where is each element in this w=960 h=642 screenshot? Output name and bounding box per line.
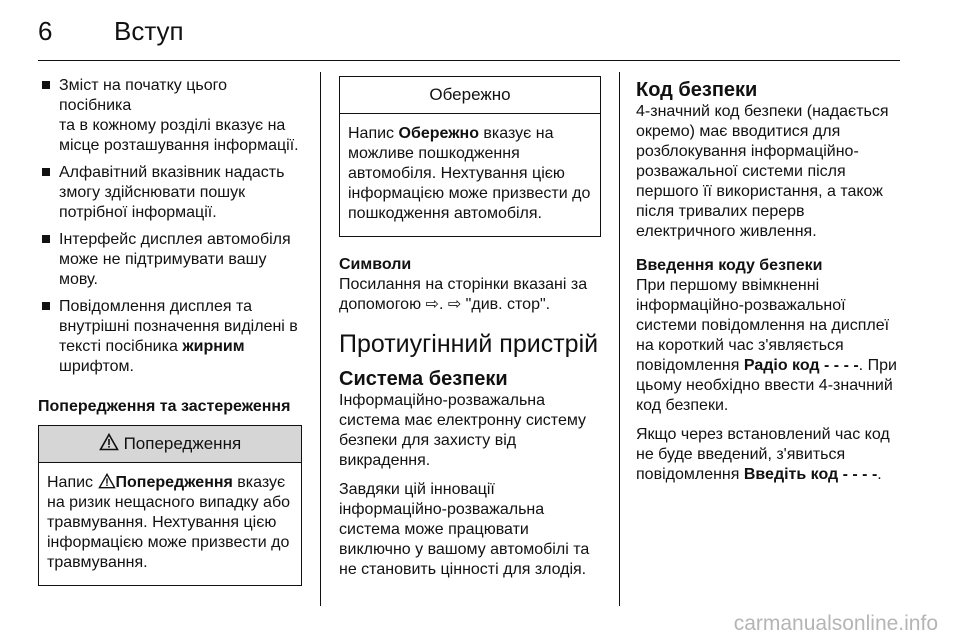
bullet-square-icon [42,81,50,89]
page-title: Вступ [114,16,184,46]
warning-box [38,425,302,586]
right-column: Код безпеки 4-значний код безпеки (надається окремо) має вводитися для розблокування інформаційно- розважальної системи після першого її використання, а також після тривалих перерв електричного живлення. Введення коду безпеки При першому ввімкненні інформаційно-розважальної системи повідомлення на дисплеї на короткий час з'являється повідомлення Радіо код - - - -. При цьому необхідно ввести 4-значний код безпеки. Якщо через встановлений час код не буде введений, з'явиться повідомлення Введіть код - - - -. [636,78,916,485]
column-divider-2 [619,72,620,606]
list-item: Зміст на початку цього посібника та в кожному розділі вказує на місце розташування інформації. [38,76,302,156]
bullet-square-icon [42,235,50,243]
warning-box-title: Попередження [39,426,301,463]
left-column [38,76,302,586]
symbols-heading: Символи [339,256,412,273]
code-entry-heading: Введення коду безпеки [636,257,823,274]
column-divider-1 [320,72,321,606]
bullet-square-icon [42,302,50,310]
list-item: Повідомлення дисплея та внутрішні позначення виділені в тексті посібника жирним шрифтом. [38,297,302,377]
header-divider [38,60,900,61]
warning-triangle-icon [98,473,116,489]
caution-box-title: Обережно [340,77,600,114]
bullet-square-icon [42,168,50,176]
intro-bullet-list [38,76,302,377]
list-item: Алфавітний вказівник надасть змогу здійснювати пошук потрібної інформації. [38,163,302,223]
warning-box-text: Напис Попередження вказує на ризик нещасного випадку або травмування. Нехтування цією інформацією може призвести до травмування. [47,474,291,571]
page-reference-arrow-icon: ⇨ [425,296,439,313]
security-code-heading: Код безпеки [636,79,758,101]
caution-box-text: Напис Обережно вказує на можливе пошкодження автомобіля. Нехтування цією інформацією може призвести до пошкодження автомобіля. [348,125,591,222]
list-item: Інтерфейс дисплея автомобіля може не підтримувати вашу мову. [38,230,302,290]
page-number: 6 [38,16,53,46]
watermark: carmanualsonline.info [733,612,938,635]
page-header [38,14,922,54]
warnings-heading: Попередження та застереження [38,398,291,415]
security-system-heading: Система безпеки [339,368,508,390]
middle-column: Обережно Напис Обережно вказує на можливе пошкодження автомобіля. Нехтування цією інформацією може призвести до пошкодження автомобіля. Символи Посилання на сторінки вказані за допомогою ⇨. ⇨ "див. стор". Протиугінний пристрій Система безпеки Інформаційно-розважальна система має електронну систему безпеки для захисту від викрадення. Завдяки цій інновації інформаційно-розважальна система може працювати виключно у вашому автомобілі та не становить цінності для злодія. [339,72,601,580]
theft-deterrent-heading: Протиугінний пристрій [339,330,599,358]
page-reference-arrow-icon: ⇨ [447,296,462,313]
caution-box [339,76,601,237]
warning-triangle-icon [99,433,119,451]
